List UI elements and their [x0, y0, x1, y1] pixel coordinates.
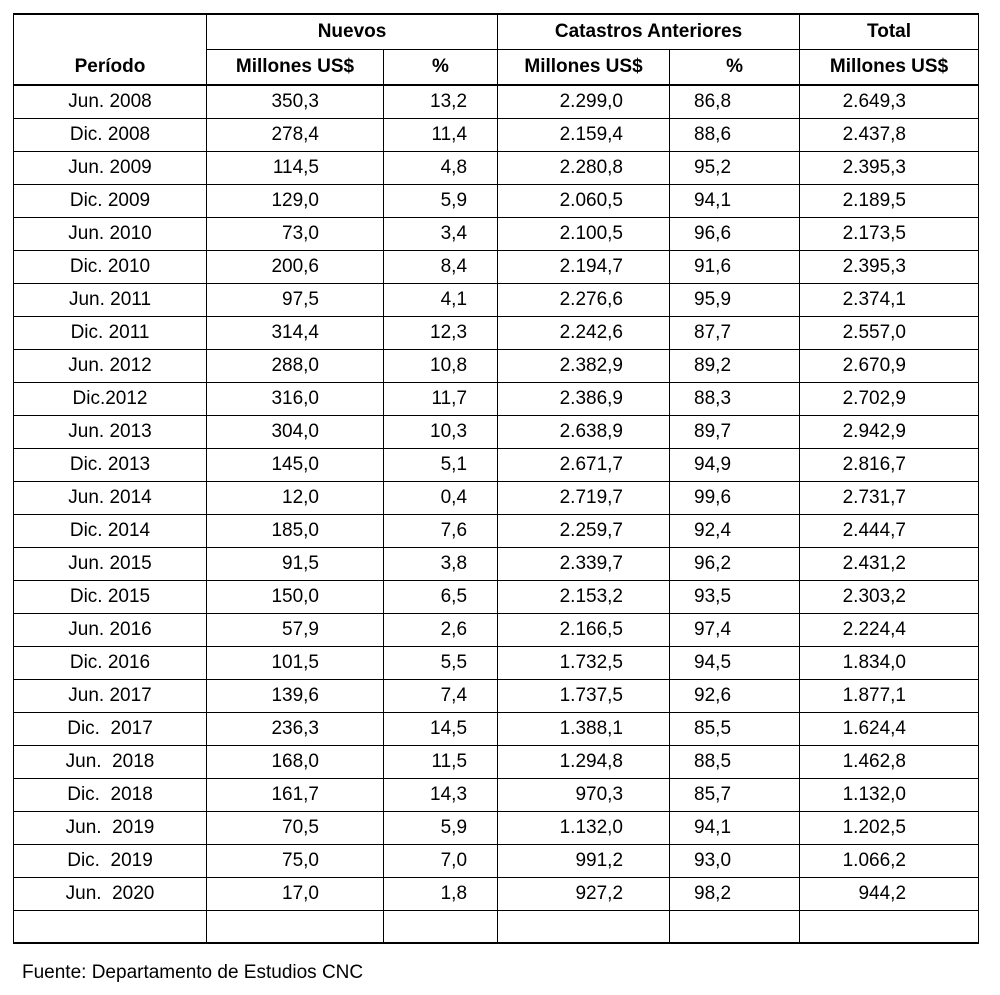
data-table-container [13, 13, 979, 944]
cell-period: Dic. 2016 [14, 647, 207, 680]
cell-period: Jun. 2010 [14, 218, 207, 251]
cell-prev-millions: 2.382,9 [498, 350, 670, 383]
cell-prev-millions: 1.732,5 [498, 647, 670, 680]
cell-total-millions: 2.702,9 [800, 383, 979, 416]
portfolio-table [13, 13, 979, 944]
cell-prev-pct: 95,2 [670, 152, 800, 185]
cell-prev-millions: 2.194,7 [498, 251, 670, 284]
table-row [14, 482, 979, 515]
cell-new-millions: 129,0 [207, 185, 384, 218]
table-row [14, 548, 979, 581]
cell-total-millions: 1.066,2 [800, 845, 979, 878]
cell-new-millions: 161,7 [207, 779, 384, 812]
cell-new-millions: 288,0 [207, 350, 384, 383]
cell-new-millions: 200,6 [207, 251, 384, 284]
cell-new-pct: 7,4 [384, 680, 498, 713]
cell-period: Jun. 2012 [14, 350, 207, 383]
cell-prev-pct: 94,1 [670, 185, 800, 218]
cell-new-millions: 70,5 [207, 812, 384, 845]
cell-period: Jun. 2017 [14, 680, 207, 713]
cell-prev-millions: 1.737,5 [498, 680, 670, 713]
cell-total-millions: 1.202,5 [800, 812, 979, 845]
cell-total-millions: 2.557,0 [800, 317, 979, 350]
cell-period: Dic. 2015 [14, 581, 207, 614]
table-row [14, 350, 979, 383]
cell-total-millions: 2.444,7 [800, 515, 979, 548]
cell-prev-pct: 94,5 [670, 647, 800, 680]
cell-total-millions: 944,2 [800, 878, 979, 911]
cell-new-millions: 168,0 [207, 746, 384, 779]
table-body [14, 85, 979, 943]
cell-period: Dic. 2017 [14, 713, 207, 746]
cell-new-pct: 3,4 [384, 218, 498, 251]
cell-new-millions: 12,0 [207, 482, 384, 515]
cell-new-pct: 14,3 [384, 779, 498, 812]
table-row [14, 152, 979, 185]
cell-total-millions: 2.649,3 [800, 85, 979, 119]
table-row [14, 779, 979, 812]
cell-total-millions: 2.173,5 [800, 218, 979, 251]
cell-new-pct: 5,5 [384, 647, 498, 680]
cell-new-pct: 11,5 [384, 746, 498, 779]
cell-new-millions: 97,5 [207, 284, 384, 317]
cell-period: Jun. 2011 [14, 284, 207, 317]
table-row [14, 845, 979, 878]
table-row [14, 614, 979, 647]
cell-new-pct: 2,6 [384, 614, 498, 647]
cell-period: Jun. 2016 [14, 614, 207, 647]
cell-total-millions: 2.942,9 [800, 416, 979, 449]
cell-new-millions: 304,0 [207, 416, 384, 449]
cell-new-millions: 150,0 [207, 581, 384, 614]
cell-prev-pct: 92,6 [670, 680, 800, 713]
cell-prev-pct: 99,6 [670, 482, 800, 515]
cell-prev-pct: 92,4 [670, 515, 800, 548]
table-row [14, 449, 979, 482]
blank-cell [207, 911, 384, 944]
cell-new-millions: 17,0 [207, 878, 384, 911]
cell-period: Dic. 2013 [14, 449, 207, 482]
cell-total-millions: 2.303,2 [800, 581, 979, 614]
cell-new-pct: 0,4 [384, 482, 498, 515]
table-row [14, 713, 979, 746]
cell-prev-millions: 1.294,8 [498, 746, 670, 779]
cell-new-pct: 10,3 [384, 416, 498, 449]
cell-new-millions: 350,3 [207, 85, 384, 119]
cell-period: Jun. 2008 [14, 85, 207, 119]
cell-new-millions: 145,0 [207, 449, 384, 482]
cell-new-pct: 8,4 [384, 251, 498, 284]
cell-prev-millions: 2.166,5 [498, 614, 670, 647]
cell-new-pct: 10,8 [384, 350, 498, 383]
cell-prev-millions: 2.719,7 [498, 482, 670, 515]
cell-prev-pct: 85,5 [670, 713, 800, 746]
cell-prev-pct: 85,7 [670, 779, 800, 812]
header-prev-millions: Millones US$ [498, 50, 670, 86]
cell-new-pct: 7,0 [384, 845, 498, 878]
cell-period: Jun. 2015 [14, 548, 207, 581]
cell-period: Jun. 2014 [14, 482, 207, 515]
cell-new-pct: 12,3 [384, 317, 498, 350]
cell-period: Jun. 2013 [14, 416, 207, 449]
cell-period: Jun. 2018 [14, 746, 207, 779]
cell-prev-millions: 2.060,5 [498, 185, 670, 218]
cell-new-pct: 11,4 [384, 119, 498, 152]
cell-prev-pct: 93,5 [670, 581, 800, 614]
cell-prev-pct: 89,2 [670, 350, 800, 383]
cell-prev-millions: 1.132,0 [498, 812, 670, 845]
cell-prev-millions: 2.339,7 [498, 548, 670, 581]
cell-prev-pct: 89,7 [670, 416, 800, 449]
cell-period: Dic.2012 [14, 383, 207, 416]
cell-total-millions: 2.670,9 [800, 350, 979, 383]
cell-total-millions: 2.731,7 [800, 482, 979, 515]
cell-prev-pct: 87,7 [670, 317, 800, 350]
cell-prev-pct: 94,9 [670, 449, 800, 482]
cell-prev-millions: 2.299,0 [498, 85, 670, 119]
table-row [14, 383, 979, 416]
cell-new-millions: 185,0 [207, 515, 384, 548]
cell-prev-pct: 86,8 [670, 85, 800, 119]
table-row [14, 251, 979, 284]
blank-cell [384, 911, 498, 944]
cell-prev-millions: 2.153,2 [498, 581, 670, 614]
cell-prev-pct: 91,6 [670, 251, 800, 284]
cell-prev-pct: 98,2 [670, 878, 800, 911]
table-row [14, 812, 979, 845]
table-row [14, 185, 979, 218]
table-row [14, 878, 979, 911]
header-group-previous: Catastros Anteriores [498, 14, 800, 50]
table-row [14, 218, 979, 251]
blank-cell [14, 911, 207, 944]
cell-prev-pct: 94,1 [670, 812, 800, 845]
cell-new-millions: 73,0 [207, 218, 384, 251]
cell-new-millions: 139,6 [207, 680, 384, 713]
cell-prev-millions: 2.259,7 [498, 515, 670, 548]
cell-new-millions: 91,5 [207, 548, 384, 581]
cell-total-millions: 2.224,4 [800, 614, 979, 647]
cell-period: Dic. 2014 [14, 515, 207, 548]
table-row [14, 581, 979, 614]
cell-new-pct: 7,6 [384, 515, 498, 548]
cell-prev-pct: 96,6 [670, 218, 800, 251]
cell-prev-millions: 2.280,8 [498, 152, 670, 185]
cell-prev-millions: 2.638,9 [498, 416, 670, 449]
cell-total-millions: 1.132,0 [800, 779, 979, 812]
cell-period: Jun. 2019 [14, 812, 207, 845]
cell-prev-millions: 2.242,6 [498, 317, 670, 350]
table-row [14, 515, 979, 548]
cell-prev-millions: 991,2 [498, 845, 670, 878]
cell-period: Dic. 2011 [14, 317, 207, 350]
cell-period: Dic. 2010 [14, 251, 207, 284]
table-row [14, 317, 979, 350]
cell-prev-millions: 2.100,5 [498, 218, 670, 251]
cell-prev-pct: 93,0 [670, 845, 800, 878]
header-total-millions: Millones US$ [800, 50, 979, 86]
cell-new-pct: 5,9 [384, 185, 498, 218]
cell-prev-pct: 97,4 [670, 614, 800, 647]
cell-prev-millions: 970,3 [498, 779, 670, 812]
cell-prev-millions: 1.388,1 [498, 713, 670, 746]
cell-new-millions: 278,4 [207, 119, 384, 152]
cell-new-pct: 1,8 [384, 878, 498, 911]
cell-new-pct: 11,7 [384, 383, 498, 416]
table-row-blank [14, 911, 979, 944]
cell-new-millions: 114,5 [207, 152, 384, 185]
header-blank [14, 14, 207, 50]
cell-prev-millions: 2.386,9 [498, 383, 670, 416]
cell-period: Dic. 2019 [14, 845, 207, 878]
cell-period: Jun. 2009 [14, 152, 207, 185]
table-row [14, 746, 979, 779]
cell-new-pct: 5,1 [384, 449, 498, 482]
cell-new-millions: 57,9 [207, 614, 384, 647]
cell-new-pct: 4,8 [384, 152, 498, 185]
cell-prev-millions: 927,2 [498, 878, 670, 911]
cell-period: Dic. 2008 [14, 119, 207, 152]
table-row [14, 284, 979, 317]
cell-new-millions: 314,4 [207, 317, 384, 350]
header-new-pct: % [384, 50, 498, 86]
cell-total-millions: 2.395,3 [800, 152, 979, 185]
cell-new-millions: 236,3 [207, 713, 384, 746]
header-group-total: Total [800, 14, 979, 50]
cell-new-pct: 14,5 [384, 713, 498, 746]
blank-cell [800, 911, 979, 944]
cell-total-millions: 1.834,0 [800, 647, 979, 680]
blank-cell [670, 911, 800, 944]
cell-total-millions: 1.877,1 [800, 680, 979, 713]
table-row [14, 680, 979, 713]
cell-total-millions: 1.462,8 [800, 746, 979, 779]
table-row [14, 416, 979, 449]
cell-new-pct: 3,8 [384, 548, 498, 581]
cell-total-millions: 2.816,7 [800, 449, 979, 482]
cell-prev-pct: 88,6 [670, 119, 800, 152]
cell-prev-millions: 2.276,6 [498, 284, 670, 317]
cell-prev-millions: 2.159,4 [498, 119, 670, 152]
cell-prev-pct: 95,9 [670, 284, 800, 317]
cell-new-pct: 4,1 [384, 284, 498, 317]
cell-new-millions: 316,0 [207, 383, 384, 416]
cell-total-millions: 2.189,5 [800, 185, 979, 218]
header-prev-pct: % [670, 50, 800, 86]
cell-new-millions: 101,5 [207, 647, 384, 680]
cell-total-millions: 2.374,1 [800, 284, 979, 317]
cell-prev-pct: 88,5 [670, 746, 800, 779]
cell-total-millions: 2.395,3 [800, 251, 979, 284]
table-row [14, 85, 979, 119]
source-note: Fuente: Departamento de Estudios CNC [22, 962, 364, 983]
cell-prev-pct: 96,2 [670, 548, 800, 581]
cell-total-millions: 2.437,8 [800, 119, 979, 152]
cell-new-millions: 75,0 [207, 845, 384, 878]
cell-new-pct: 5,9 [384, 812, 498, 845]
table-row [14, 119, 979, 152]
header-new-millions: Millones US$ [207, 50, 384, 86]
cell-period: Dic. 2018 [14, 779, 207, 812]
cell-total-millions: 1.624,4 [800, 713, 979, 746]
table-row [14, 647, 979, 680]
cell-prev-pct: 88,3 [670, 383, 800, 416]
blank-cell [498, 911, 670, 944]
header-group-new: Nuevos [207, 14, 498, 50]
cell-prev-millions: 2.671,7 [498, 449, 670, 482]
cell-new-pct: 6,5 [384, 581, 498, 614]
cell-period: Jun. 2020 [14, 878, 207, 911]
cell-period: Dic. 2009 [14, 185, 207, 218]
header-period: Período [14, 50, 207, 86]
cell-new-pct: 13,2 [384, 85, 498, 119]
cell-total-millions: 2.431,2 [800, 548, 979, 581]
